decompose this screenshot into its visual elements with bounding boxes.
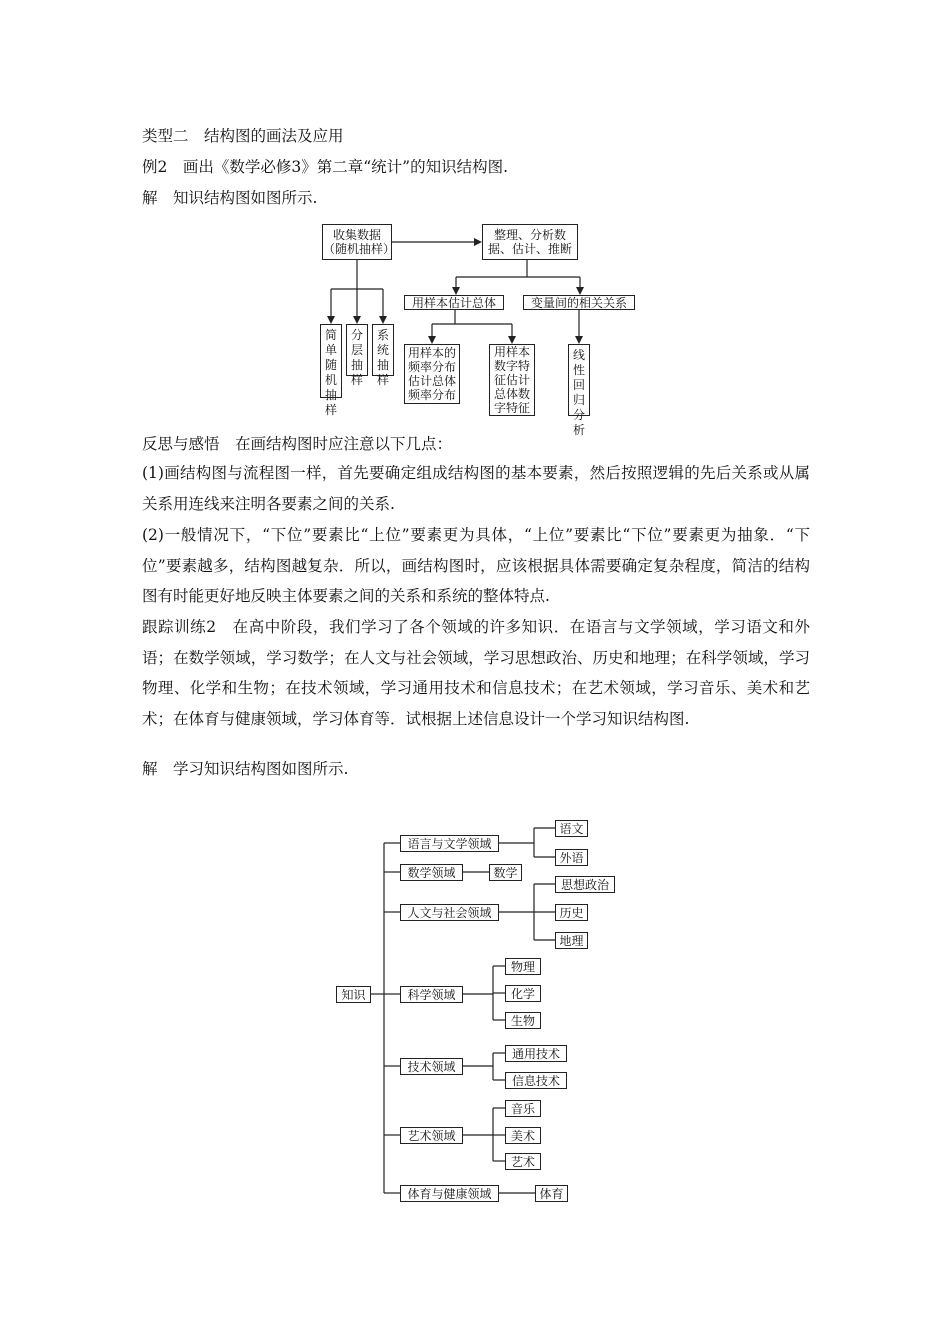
box-item-music: 音乐 [505, 1100, 541, 1117]
box-systematic-sampling: 系统抽样 [372, 324, 394, 376]
box-correlation: 变量间的相关关系 [523, 295, 635, 310]
box-root-knowledge: 知识 [336, 986, 371, 1003]
solution-2: 解 学习知识结构图如图所示. [142, 760, 349, 778]
solution-1: 解 知识结构图如图所示. [142, 189, 318, 207]
box-collect-data: 收集数据（随机抽样） [322, 224, 392, 260]
box-item-info-tech: 信息技术 [505, 1072, 567, 1089]
box-item-politics: 思想政治 [555, 876, 615, 893]
box-item-physics: 物理 [505, 958, 541, 975]
box-domain-science: 科学领域 [400, 986, 463, 1003]
box-item-history: 历史 [555, 904, 588, 921]
box-item-foreign-language: 外语 [555, 849, 588, 866]
box-item-geography: 地理 [555, 932, 588, 949]
box-item-fine-arts: 美术 [505, 1127, 541, 1144]
box-linear-regression: 线性回归分析 [568, 344, 590, 416]
box-sample-estimate: 用样本估计总体 [404, 295, 504, 310]
box-item-math: 数学 [489, 864, 522, 881]
box-domain-arts: 艺术领域 [400, 1127, 463, 1144]
box-domain-technology: 技术领域 [400, 1058, 463, 1075]
reflection-heading: 反思与感悟 在画结构图时应注意以下几点： [142, 435, 453, 453]
box-simple-random-sampling: 简单随机抽样 [320, 324, 342, 398]
reflection-paragraph-2: (2)一般情况下，“下位”要素比“上位”要素更为具体，“上位”要素比“下位”要素更为抽象．“下位”要素越多，结构图越复杂．所以，画结构图时，应该根据具体需要确定复杂程度，简洁的结构图有时能更好地反映主体要素之间的关系和系统的整体特点. [142, 526, 810, 605]
example-title: 例2 画出《数学必修3》第二章“统计”的知识结构图. [142, 158, 508, 176]
box-item-general-tech: 通用技术 [505, 1045, 567, 1062]
box-domain-language: 语言与文学领域 [400, 835, 499, 852]
box-organize-data: 整理、分析数据、估计、推断 [482, 224, 578, 260]
box-item-biology: 生物 [505, 1012, 541, 1029]
box-item-chemistry: 化学 [505, 985, 541, 1002]
box-domain-math: 数学领域 [400, 864, 463, 881]
box-item-pe: 体育 [535, 1185, 568, 1202]
box-frequency-distribution: 用样本的频率分布估计总体频率分布 [404, 344, 460, 404]
box-item-chinese: 语文 [555, 820, 588, 837]
section-title: 类型二 结构图的画法及应用 [142, 127, 344, 145]
box-domain-pe-health: 体育与健康领域 [400, 1185, 499, 1202]
box-numeric-features: 用样本数字特征估计总体数字特征 [489, 344, 535, 416]
reflection-paragraph-1: (1)画结构图与流程图一样，首先要确定组成结构图的基本要素，然后按照逻辑的先后关系或从属关系用连线来注明各要素之间的关系. [142, 464, 810, 513]
box-stratified-sampling: 分层抽样 [346, 324, 368, 376]
box-item-art: 艺术 [505, 1153, 541, 1170]
box-domain-humanities: 人文与社会领域 [400, 904, 499, 921]
exercise-paragraph: 跟踪训练2 在高中阶段，我们学习了各个领域的许多知识．在语言与文学领域，学习语文和外语；在数学领域，学习数学；在人文与社会领域，学习思想政治、历史和地理；在科学领域，学习物理、化学和生物；在技术领域，学习通用技术和信息技术；在艺术领域，学习音乐、美术和艺术；在体育与健康领域，学习体育等．试根据上述信息设计一个学习知识结构图. [142, 618, 810, 728]
